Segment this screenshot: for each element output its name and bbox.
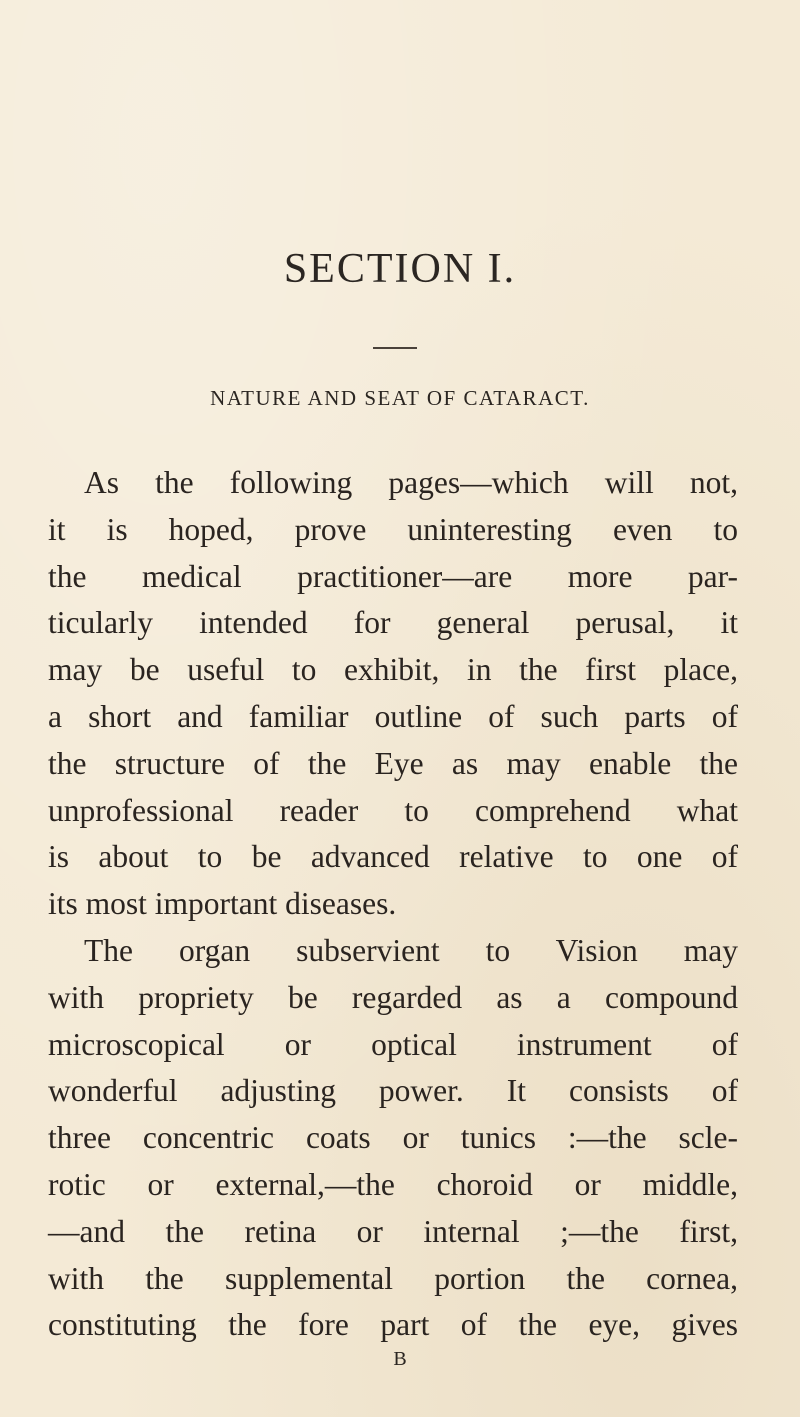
body-text <box>48 460 738 1349</box>
paragraph-1-line: a short and familiar outline of such parts of <box>48 698 738 734</box>
paragraph-1-line: unprofessional reader to comprehend what <box>48 792 738 828</box>
paragraph-2-line: rotic or external,—the choroid or middle, <box>48 1166 738 1202</box>
paragraph-2-line: constituting the fore part of the eye, gives <box>48 1307 738 1343</box>
section-heading: SECTION I. <box>283 246 517 292</box>
heading-rule <box>373 347 417 349</box>
paragraph-1-line: the medical practitioner—are more par- <box>48 558 738 594</box>
paragraph-1-line: may be useful to exhibit, in the first place, <box>48 652 738 688</box>
paragraph-1-line: the structure of the Eye as may enable the <box>48 745 738 781</box>
paragraph-2-line: with propriety be regarded as a compound <box>48 979 738 1015</box>
paragraph-2-line: —and the retina or internal ;—the first, <box>48 1213 738 1249</box>
paragraph-1-line: As the following pages—which will not, <box>84 465 738 500</box>
paragraph-1-line: ticularly intended for general perusal, it <box>48 605 738 641</box>
chapter-subheading: NATURE AND SEAT OF CATARACT. <box>210 386 590 410</box>
paragraph-1-line: is about to be advanced relative to one of <box>48 839 738 875</box>
paragraph-2-line: microscopical or optical instrument of <box>48 1026 738 1062</box>
paragraph-2-line: wonderful adjusting power. It consists of <box>48 1073 738 1109</box>
paragraph-2-line: three concentric coats or tunics :—the scle- <box>48 1120 738 1156</box>
paragraph-1-line: it is hoped, prove uninteresting even to <box>48 511 738 547</box>
signature-mark: B <box>393 1348 407 1370</box>
paragraph-1-line: its most important diseases. <box>48 886 397 922</box>
paragraph-2-line: with the supplemental portion the cornea, <box>48 1260 738 1296</box>
paragraph-2-line: The organ subservient to Vision may <box>84 932 738 968</box>
